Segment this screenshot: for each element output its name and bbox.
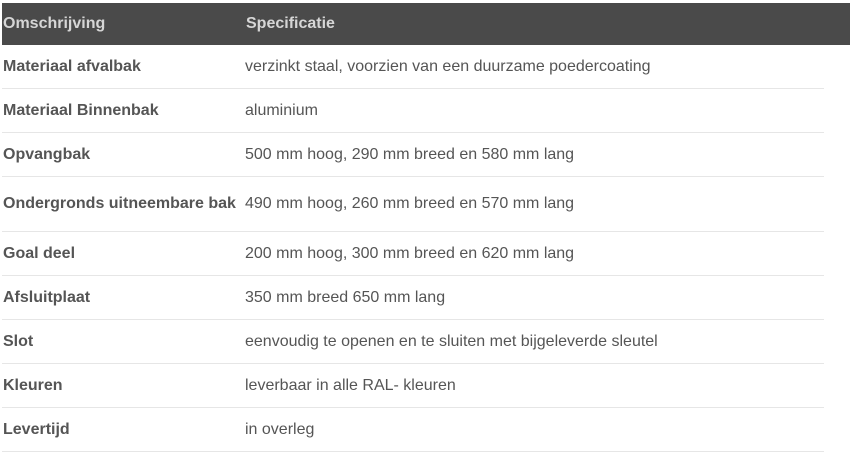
table-row (2, 232, 824, 276)
row-value: aluminium (245, 101, 318, 119)
row-value: 200 mm hoog, 300 mm breed en 620 mm lang (245, 244, 575, 262)
specification-table (2, 3, 850, 452)
row-label: Opvangbak (3, 145, 91, 163)
row-value: verzinkt staal, voorzien van een duurzame poedercoating (245, 57, 651, 75)
row-label: Slot (3, 332, 34, 350)
row-label: Levertijd (3, 420, 70, 438)
row-value: 490 mm hoog, 260 mm breed en 570 mm lang (245, 195, 575, 212)
table-row (2, 408, 824, 452)
row-label: Afsluitplaat (3, 288, 91, 306)
row-value: 500 mm hoog, 290 mm breed en 580 mm lang (245, 145, 575, 163)
row-value: 350 mm breed 650 mm lang (245, 288, 446, 306)
row-label: Kleuren (3, 376, 63, 394)
table-row (2, 320, 824, 364)
table-row (2, 89, 824, 133)
table-row (2, 133, 824, 177)
header-specificatie: Specificatie (246, 15, 335, 32)
row-label: Goal deel (3, 244, 76, 262)
row-value: eenvoudig te openen en te sluiten met bijgeleverde sleutel (245, 332, 658, 350)
table-row (2, 177, 824, 232)
row-value: leverbaar in alle RAL- kleuren (245, 376, 456, 394)
table-row (2, 45, 824, 89)
table-header (2, 3, 850, 45)
table-body (2, 45, 824, 452)
row-value: in overleg (245, 420, 315, 438)
row-label: Materiaal afvalbak (3, 57, 141, 75)
row-label: Materiaal Binnenbak (3, 101, 159, 119)
header-omschrijving: Omschrijving (3, 15, 106, 32)
row-label: Ondergronds uitneembare bak (3, 195, 236, 212)
table-row (2, 276, 824, 320)
table-row (2, 364, 824, 408)
